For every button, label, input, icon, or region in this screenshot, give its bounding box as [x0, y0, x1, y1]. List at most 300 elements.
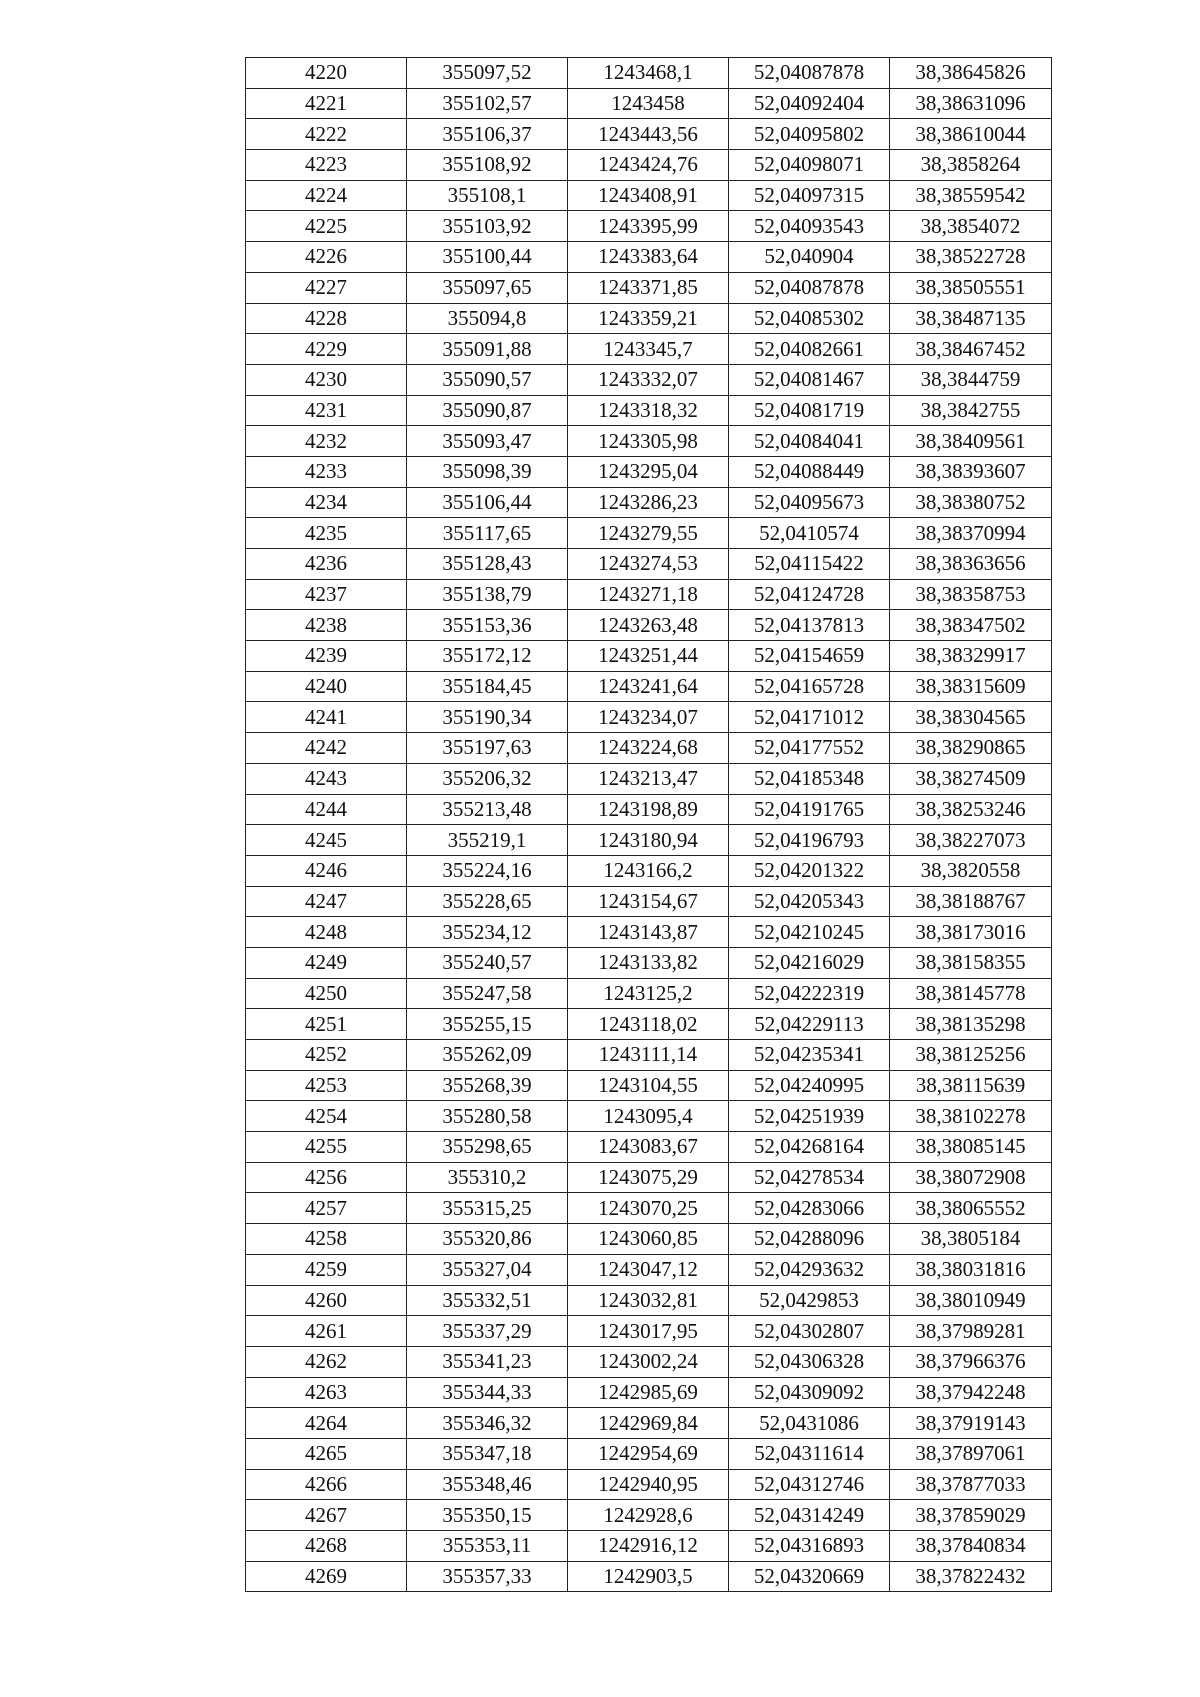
point-number-cell: 4223: [246, 150, 407, 181]
x-coordinate-cell: 355190,34: [407, 702, 568, 733]
latitude-cell: 52,04222319: [729, 978, 890, 1009]
latitude-cell: 52,04316893: [729, 1531, 890, 1562]
y-coordinate-cell: 1243295,04: [568, 456, 729, 487]
table-row: [246, 272, 1052, 303]
table-row: [246, 641, 1052, 672]
point-number-cell: 4262: [246, 1346, 407, 1377]
longitude-cell: 38,38304565: [890, 702, 1052, 733]
point-number-cell: 4229: [246, 334, 407, 365]
x-coordinate-cell: 355197,63: [407, 733, 568, 764]
point-number-cell: 4246: [246, 855, 407, 886]
y-coordinate-cell: 1243154,67: [568, 886, 729, 917]
table-row: [246, 917, 1052, 948]
x-coordinate-cell: 355102,57: [407, 88, 568, 119]
table-row: [246, 825, 1052, 856]
latitude-cell: 52,04210245: [729, 917, 890, 948]
longitude-cell: 38,3858264: [890, 150, 1052, 181]
longitude-cell: 38,38329917: [890, 641, 1052, 672]
y-coordinate-cell: 1243125,2: [568, 978, 729, 1009]
y-coordinate-cell: 1243408,91: [568, 180, 729, 211]
latitude-cell: 52,0410574: [729, 518, 890, 549]
table-row: [246, 364, 1052, 395]
coordinates-table-body: [246, 58, 1052, 1592]
x-coordinate-cell: 355138,79: [407, 579, 568, 610]
point-number-cell: 4250: [246, 978, 407, 1009]
y-coordinate-cell: 1242954,69: [568, 1438, 729, 1469]
table-row: [246, 733, 1052, 764]
latitude-cell: 52,0429853: [729, 1285, 890, 1316]
longitude-cell: 38,37942248: [890, 1377, 1052, 1408]
y-coordinate-cell: 1243371,85: [568, 272, 729, 303]
latitude-cell: 52,04293632: [729, 1254, 890, 1285]
latitude-cell: 52,04115422: [729, 549, 890, 580]
latitude-cell: 52,04171012: [729, 702, 890, 733]
longitude-cell: 38,38188767: [890, 886, 1052, 917]
longitude-cell: 38,38370994: [890, 518, 1052, 549]
x-coordinate-cell: 355341,23: [407, 1346, 568, 1377]
y-coordinate-cell: 1243198,89: [568, 794, 729, 825]
x-coordinate-cell: 355100,44: [407, 242, 568, 273]
longitude-cell: 38,38380752: [890, 487, 1052, 518]
point-number-cell: 4269: [246, 1561, 407, 1592]
y-coordinate-cell: 1243083,67: [568, 1132, 729, 1163]
longitude-cell: 38,38315609: [890, 671, 1052, 702]
y-coordinate-cell: 1242969,84: [568, 1408, 729, 1439]
point-number-cell: 4221: [246, 88, 407, 119]
point-number-cell: 4258: [246, 1224, 407, 1255]
y-coordinate-cell: 1243111,14: [568, 1040, 729, 1071]
x-coordinate-cell: 355224,16: [407, 855, 568, 886]
table-row: [246, 549, 1052, 580]
longitude-cell: 38,38358753: [890, 579, 1052, 610]
point-number-cell: 4238: [246, 610, 407, 641]
y-coordinate-cell: 1243359,21: [568, 303, 729, 334]
x-coordinate-cell: 355090,57: [407, 364, 568, 395]
table-row: [246, 487, 1052, 518]
longitude-cell: 38,38010949: [890, 1285, 1052, 1316]
longitude-cell: 38,37989281: [890, 1316, 1052, 1347]
longitude-cell: 38,3854072: [890, 211, 1052, 242]
x-coordinate-cell: 355094,8: [407, 303, 568, 334]
x-coordinate-cell: 355117,65: [407, 518, 568, 549]
y-coordinate-cell: 1243332,07: [568, 364, 729, 395]
longitude-cell: 38,38505551: [890, 272, 1052, 303]
longitude-cell: 38,38145778: [890, 978, 1052, 1009]
latitude-cell: 52,04177552: [729, 733, 890, 764]
longitude-cell: 38,37919143: [890, 1408, 1052, 1439]
latitude-cell: 52,04314249: [729, 1500, 890, 1531]
point-number-cell: 4233: [246, 456, 407, 487]
point-number-cell: 4243: [246, 763, 407, 794]
point-number-cell: 4266: [246, 1469, 407, 1500]
latitude-cell: 52,04240995: [729, 1070, 890, 1101]
table-row: [246, 242, 1052, 273]
point-number-cell: 4256: [246, 1162, 407, 1193]
point-number-cell: 4265: [246, 1438, 407, 1469]
latitude-cell: 52,04095673: [729, 487, 890, 518]
x-coordinate-cell: 355280,58: [407, 1101, 568, 1132]
x-coordinate-cell: 355348,46: [407, 1469, 568, 1500]
point-number-cell: 4235: [246, 518, 407, 549]
latitude-cell: 52,0431086: [729, 1408, 890, 1439]
x-coordinate-cell: 355353,11: [407, 1531, 568, 1562]
table-row: [246, 1500, 1052, 1531]
point-number-cell: 4253: [246, 1070, 407, 1101]
point-number-cell: 4237: [246, 579, 407, 610]
longitude-cell: 38,3844759: [890, 364, 1052, 395]
latitude-cell: 52,04097315: [729, 180, 890, 211]
point-number-cell: 4234: [246, 487, 407, 518]
x-coordinate-cell: 355240,57: [407, 947, 568, 978]
latitude-cell: 52,04185348: [729, 763, 890, 794]
point-number-cell: 4267: [246, 1500, 407, 1531]
x-coordinate-cell: 355298,65: [407, 1132, 568, 1163]
y-coordinate-cell: 1243060,85: [568, 1224, 729, 1255]
longitude-cell: 38,38102278: [890, 1101, 1052, 1132]
table-row: [246, 1316, 1052, 1347]
latitude-cell: 52,04312746: [729, 1469, 890, 1500]
y-coordinate-cell: 1243104,55: [568, 1070, 729, 1101]
longitude-cell: 38,38393607: [890, 456, 1052, 487]
longitude-cell: 38,38645826: [890, 58, 1052, 89]
table-row: [246, 1070, 1052, 1101]
x-coordinate-cell: 355344,33: [407, 1377, 568, 1408]
point-number-cell: 4241: [246, 702, 407, 733]
table-row: [246, 456, 1052, 487]
table-row: [246, 426, 1052, 457]
point-number-cell: 4260: [246, 1285, 407, 1316]
y-coordinate-cell: 1243271,18: [568, 579, 729, 610]
table-row: [246, 978, 1052, 1009]
y-coordinate-cell: 1243286,23: [568, 487, 729, 518]
x-coordinate-cell: 355091,88: [407, 334, 568, 365]
y-coordinate-cell: 1243070,25: [568, 1193, 729, 1224]
longitude-cell: 38,3842755: [890, 395, 1052, 426]
point-number-cell: 4227: [246, 272, 407, 303]
table-row: [246, 1132, 1052, 1163]
table-row: [246, 88, 1052, 119]
y-coordinate-cell: 1243017,95: [568, 1316, 729, 1347]
table-row: [246, 1254, 1052, 1285]
latitude-cell: 52,04154659: [729, 641, 890, 672]
x-coordinate-cell: 355247,58: [407, 978, 568, 1009]
longitude-cell: 38,38125256: [890, 1040, 1052, 1071]
latitude-cell: 52,04235341: [729, 1040, 890, 1071]
point-number-cell: 4252: [246, 1040, 407, 1071]
x-coordinate-cell: 355106,37: [407, 119, 568, 150]
point-number-cell: 4224: [246, 180, 407, 211]
point-number-cell: 4225: [246, 211, 407, 242]
x-coordinate-cell: 355228,65: [407, 886, 568, 917]
point-number-cell: 4240: [246, 671, 407, 702]
latitude-cell: 52,04320669: [729, 1561, 890, 1592]
y-coordinate-cell: 1243075,29: [568, 1162, 729, 1193]
point-number-cell: 4249: [246, 947, 407, 978]
point-number-cell: 4248: [246, 917, 407, 948]
latitude-cell: 52,04283066: [729, 1193, 890, 1224]
point-number-cell: 4220: [246, 58, 407, 89]
x-coordinate-cell: 355347,18: [407, 1438, 568, 1469]
longitude-cell: 38,37859029: [890, 1500, 1052, 1531]
y-coordinate-cell: 1243166,2: [568, 855, 729, 886]
x-coordinate-cell: 355219,1: [407, 825, 568, 856]
point-number-cell: 4239: [246, 641, 407, 672]
longitude-cell: 38,38253246: [890, 794, 1052, 825]
x-coordinate-cell: 355262,09: [407, 1040, 568, 1071]
x-coordinate-cell: 355093,47: [407, 426, 568, 457]
longitude-cell: 38,38173016: [890, 917, 1052, 948]
x-coordinate-cell: 355357,33: [407, 1561, 568, 1592]
y-coordinate-cell: 1243318,32: [568, 395, 729, 426]
point-number-cell: 4236: [246, 549, 407, 580]
longitude-cell: 38,38467452: [890, 334, 1052, 365]
y-coordinate-cell: 1243274,53: [568, 549, 729, 580]
point-number-cell: 4242: [246, 733, 407, 764]
x-coordinate-cell: 355350,15: [407, 1500, 568, 1531]
table-row: [246, 1193, 1052, 1224]
table-row: [246, 886, 1052, 917]
table-row: [246, 1408, 1052, 1439]
longitude-cell: 38,38135298: [890, 1009, 1052, 1040]
latitude-cell: 52,04278534: [729, 1162, 890, 1193]
point-number-cell: 4257: [246, 1193, 407, 1224]
table-row: [246, 1438, 1052, 1469]
longitude-cell: 38,38290865: [890, 733, 1052, 764]
table-row: [246, 671, 1052, 702]
point-number-cell: 4259: [246, 1254, 407, 1285]
latitude-cell: 52,04251939: [729, 1101, 890, 1132]
table-row: [246, 610, 1052, 641]
table-row: [246, 395, 1052, 426]
y-coordinate-cell: 1243180,94: [568, 825, 729, 856]
y-coordinate-cell: 1243443,56: [568, 119, 729, 150]
latitude-cell: 52,04309092: [729, 1377, 890, 1408]
table-row: [246, 1531, 1052, 1562]
y-coordinate-cell: 1243251,44: [568, 641, 729, 672]
table-row: [246, 1285, 1052, 1316]
x-coordinate-cell: 355327,04: [407, 1254, 568, 1285]
longitude-cell: 38,38559542: [890, 180, 1052, 211]
longitude-cell: 38,38610044: [890, 119, 1052, 150]
latitude-cell: 52,04081467: [729, 364, 890, 395]
y-coordinate-cell: 1243143,87: [568, 917, 729, 948]
latitude-cell: 52,04229113: [729, 1009, 890, 1040]
longitude-cell: 38,3805184: [890, 1224, 1052, 1255]
y-coordinate-cell: 1242985,69: [568, 1377, 729, 1408]
y-coordinate-cell: 1243234,07: [568, 702, 729, 733]
latitude-cell: 52,04306328: [729, 1346, 890, 1377]
latitude-cell: 52,04302807: [729, 1316, 890, 1347]
table-row: [246, 1224, 1052, 1255]
latitude-cell: 52,04084041: [729, 426, 890, 457]
longitude-cell: 38,38072908: [890, 1162, 1052, 1193]
table-row: [246, 1346, 1052, 1377]
x-coordinate-cell: 355184,45: [407, 671, 568, 702]
coordinates-table: [245, 57, 1052, 1592]
longitude-cell: 38,37897061: [890, 1438, 1052, 1469]
table-row: [246, 303, 1052, 334]
y-coordinate-cell: 1242916,12: [568, 1531, 729, 1562]
table-row: [246, 180, 1052, 211]
longitude-cell: 38,38115639: [890, 1070, 1052, 1101]
point-number-cell: 4232: [246, 426, 407, 457]
y-coordinate-cell: 1243263,48: [568, 610, 729, 641]
table-row: [246, 211, 1052, 242]
table-row: [246, 119, 1052, 150]
point-number-cell: 4264: [246, 1408, 407, 1439]
longitude-cell: 38,38522728: [890, 242, 1052, 273]
point-number-cell: 4255: [246, 1132, 407, 1163]
table-row: [246, 1469, 1052, 1500]
latitude-cell: 52,04196793: [729, 825, 890, 856]
table-row: [246, 763, 1052, 794]
table-row: [246, 1561, 1052, 1592]
point-number-cell: 4261: [246, 1316, 407, 1347]
latitude-cell: 52,04082661: [729, 334, 890, 365]
longitude-cell: 38,38031816: [890, 1254, 1052, 1285]
x-coordinate-cell: 355315,25: [407, 1193, 568, 1224]
longitude-cell: 38,38065552: [890, 1193, 1052, 1224]
longitude-cell: 38,38487135: [890, 303, 1052, 334]
point-number-cell: 4226: [246, 242, 407, 273]
point-number-cell: 4251: [246, 1009, 407, 1040]
y-coordinate-cell: 1243241,64: [568, 671, 729, 702]
longitude-cell: 38,37822432: [890, 1561, 1052, 1592]
table-row: [246, 1162, 1052, 1193]
point-number-cell: 4245: [246, 825, 407, 856]
x-coordinate-cell: 355172,12: [407, 641, 568, 672]
latitude-cell: 52,04288096: [729, 1224, 890, 1255]
x-coordinate-cell: 355090,87: [407, 395, 568, 426]
y-coordinate-cell: 1242928,6: [568, 1500, 729, 1531]
y-coordinate-cell: 1243002,24: [568, 1346, 729, 1377]
longitude-cell: 38,38631096: [890, 88, 1052, 119]
latitude-cell: 52,04093543: [729, 211, 890, 242]
point-number-cell: 4230: [246, 364, 407, 395]
longitude-cell: 38,38158355: [890, 947, 1052, 978]
latitude-cell: 52,04205343: [729, 886, 890, 917]
point-number-cell: 4263: [246, 1377, 407, 1408]
longitude-cell: 38,38363656: [890, 549, 1052, 580]
longitude-cell: 38,38085145: [890, 1132, 1052, 1163]
x-coordinate-cell: 355108,1: [407, 180, 568, 211]
latitude-cell: 52,04268164: [729, 1132, 890, 1163]
longitude-cell: 38,37966376: [890, 1346, 1052, 1377]
x-coordinate-cell: 355213,48: [407, 794, 568, 825]
y-coordinate-cell: 1243383,64: [568, 242, 729, 273]
table-row: [246, 947, 1052, 978]
x-coordinate-cell: 355268,39: [407, 1070, 568, 1101]
latitude-cell: 52,04201322: [729, 855, 890, 886]
x-coordinate-cell: 355108,92: [407, 150, 568, 181]
x-coordinate-cell: 355346,32: [407, 1408, 568, 1439]
x-coordinate-cell: 355103,92: [407, 211, 568, 242]
x-coordinate-cell: 355097,52: [407, 58, 568, 89]
y-coordinate-cell: 1243395,99: [568, 211, 729, 242]
longitude-cell: 38,38409561: [890, 426, 1052, 457]
point-number-cell: 4247: [246, 886, 407, 917]
x-coordinate-cell: 355332,51: [407, 1285, 568, 1316]
table-row: [246, 794, 1052, 825]
longitude-cell: 38,37877033: [890, 1469, 1052, 1500]
latitude-cell: 52,04216029: [729, 947, 890, 978]
x-coordinate-cell: 355206,32: [407, 763, 568, 794]
x-coordinate-cell: 355234,12: [407, 917, 568, 948]
latitude-cell: 52,04092404: [729, 88, 890, 119]
y-coordinate-cell: 1243345,7: [568, 334, 729, 365]
latitude-cell: 52,04311614: [729, 1438, 890, 1469]
longitude-cell: 38,38227073: [890, 825, 1052, 856]
y-coordinate-cell: 1243213,47: [568, 763, 729, 794]
x-coordinate-cell: 355337,29: [407, 1316, 568, 1347]
longitude-cell: 38,3820558: [890, 855, 1052, 886]
latitude-cell: 52,04087878: [729, 272, 890, 303]
latitude-cell: 52,04095802: [729, 119, 890, 150]
y-coordinate-cell: 1243047,12: [568, 1254, 729, 1285]
table-row: [246, 518, 1052, 549]
latitude-cell: 52,04087878: [729, 58, 890, 89]
y-coordinate-cell: 1243458: [568, 88, 729, 119]
longitude-cell: 38,37840834: [890, 1531, 1052, 1562]
y-coordinate-cell: 1243095,4: [568, 1101, 729, 1132]
x-coordinate-cell: 355310,2: [407, 1162, 568, 1193]
y-coordinate-cell: 1242903,5: [568, 1561, 729, 1592]
table-row: [246, 1377, 1052, 1408]
y-coordinate-cell: 1243279,55: [568, 518, 729, 549]
latitude-cell: 52,04191765: [729, 794, 890, 825]
x-coordinate-cell: 355128,43: [407, 549, 568, 580]
x-coordinate-cell: 355098,39: [407, 456, 568, 487]
table-row: [246, 150, 1052, 181]
latitude-cell: 52,04137813: [729, 610, 890, 641]
table-row: [246, 1009, 1052, 1040]
table-row: [246, 334, 1052, 365]
table-row: [246, 1101, 1052, 1132]
latitude-cell: 52,04165728: [729, 671, 890, 702]
y-coordinate-cell: 1243032,81: [568, 1285, 729, 1316]
point-number-cell: 4231: [246, 395, 407, 426]
x-coordinate-cell: 355106,44: [407, 487, 568, 518]
point-number-cell: 4254: [246, 1101, 407, 1132]
point-number-cell: 4268: [246, 1531, 407, 1562]
latitude-cell: 52,04088449: [729, 456, 890, 487]
latitude-cell: 52,04085302: [729, 303, 890, 334]
y-coordinate-cell: 1243305,98: [568, 426, 729, 457]
latitude-cell: 52,04124728: [729, 579, 890, 610]
table-row: [246, 702, 1052, 733]
longitude-cell: 38,38347502: [890, 610, 1052, 641]
longitude-cell: 38,38274509: [890, 763, 1052, 794]
y-coordinate-cell: 1242940,95: [568, 1469, 729, 1500]
y-coordinate-cell: 1243424,76: [568, 150, 729, 181]
table-row: [246, 1040, 1052, 1071]
table-row: [246, 58, 1052, 89]
point-number-cell: 4228: [246, 303, 407, 334]
y-coordinate-cell: 1243224,68: [568, 733, 729, 764]
x-coordinate-cell: 355255,15: [407, 1009, 568, 1040]
latitude-cell: 52,04081719: [729, 395, 890, 426]
x-coordinate-cell: 355320,86: [407, 1224, 568, 1255]
x-coordinate-cell: 355153,36: [407, 610, 568, 641]
point-number-cell: 4244: [246, 794, 407, 825]
y-coordinate-cell: 1243468,1: [568, 58, 729, 89]
table-row: [246, 579, 1052, 610]
latitude-cell: 52,04098071: [729, 150, 890, 181]
y-coordinate-cell: 1243133,82: [568, 947, 729, 978]
y-coordinate-cell: 1243118,02: [568, 1009, 729, 1040]
table-row: [246, 855, 1052, 886]
x-coordinate-cell: 355097,65: [407, 272, 568, 303]
